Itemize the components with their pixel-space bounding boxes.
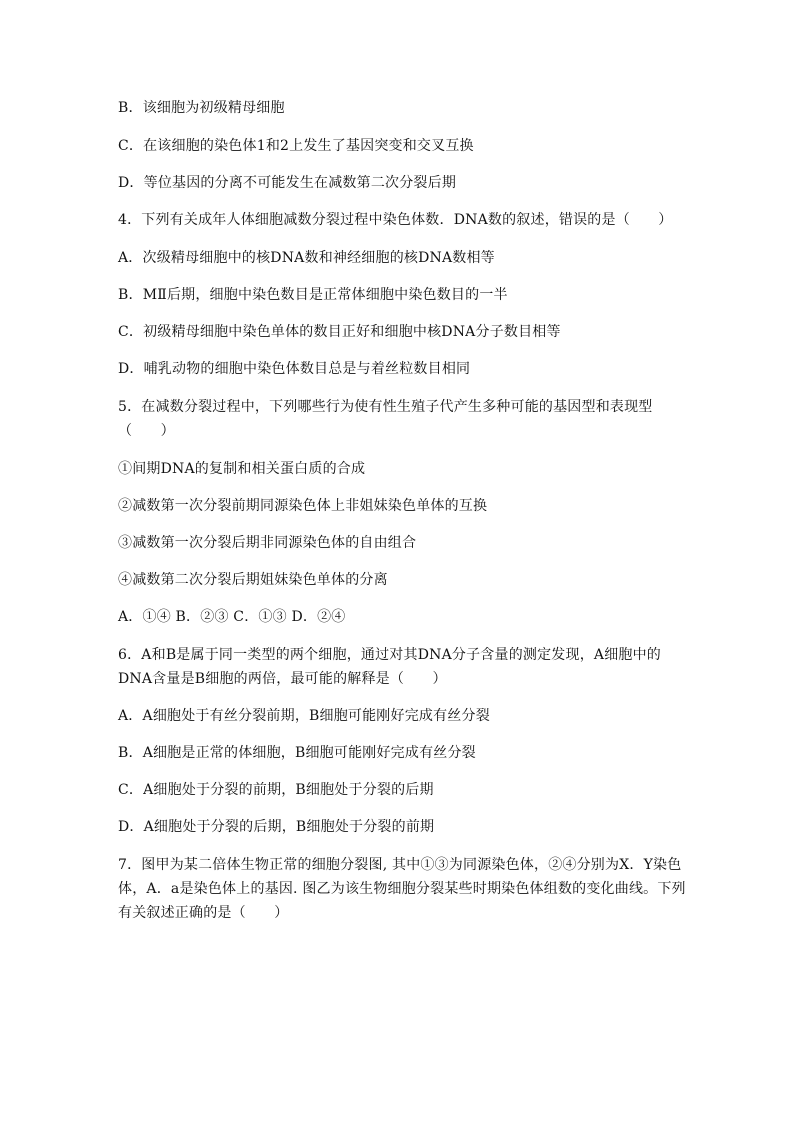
question-5-stem: 5．在减数分裂过程中，下列哪些行为使有性生殖子代产生多种可能的基因型和表现型（ ） [118,399,653,439]
option-d-q3: D．等位基因的分离不可能发生在减数第二次分裂后期 [118,175,457,191]
option-a-q4: A．次级精母细胞中的核DNA数和神经细胞的核DNA数相等 [118,250,495,266]
statement-2-q5: ②减数第一次分裂前期同源染色体上非姐妹染色单体的互换 [118,498,488,514]
option-c-q6: C．A细胞处于分裂的前期，B细胞处于分裂的后期 [118,782,434,798]
question-6-stem: 6．A和B是属于同一类型的两个细胞，通过对其DNA分子含量的测定发现，A细胞中的DNA含量是B细胞的两倍，最可能的解释是（ ） [118,647,661,687]
question-7-stem: 7．图甲为某二倍体生物正常的细胞分裂图, 其中①③为同源染色体，②④分别为X．Y染色体，A．a是染色体上的基因. 图乙为该生物细胞分裂某些时期染色体组数的变化曲线。下列有关叙述正确的是（ ） [118,857,686,921]
statement-3-q5: ③减数第一次分裂后期非同源染色体的自由组合 [118,535,417,551]
option-b-q4: B．MⅡ后期，细胞中染色数目是正常体细胞中染色数目的一半 [118,287,508,303]
statement-1-q5: ①间期DNA的复制和相关蛋白质的合成 [118,461,366,477]
option-d-q4: D．哺乳动物的细胞中染色体数目总是与着丝粒数目相同 [118,361,471,377]
option-c-q3: C．在该细胞的染色体1和2上发生了基因突变和交叉互换 [118,138,474,154]
statement-4-q5: ④减数第二次分裂后期姐妹染色单体的分离 [118,572,388,588]
options-q5: A．①④ B．②③ C．①③ D．②④ [118,609,346,625]
option-b-q6: B．A细胞是正常的体细胞，B细胞可能刚好完成有丝分裂 [118,745,476,761]
option-c-q4: C．初级精母细胞中染色单体的数目正好和细胞中核DNA分子数目相等 [118,324,561,340]
option-d-q6: D．A细胞处于分裂的后期，B细胞处于分裂的前期 [118,819,435,835]
option-a-q6: A．A细胞处于有丝分裂前期，B细胞可能刚好完成有丝分裂 [118,708,490,724]
question-4-stem: 4．下列有关成年人体细胞减数分裂过程中染色体数．DNA数的叙述，错误的是（ ） [118,212,673,228]
option-b-q3: B．该细胞为初级精母细胞 [118,100,285,116]
